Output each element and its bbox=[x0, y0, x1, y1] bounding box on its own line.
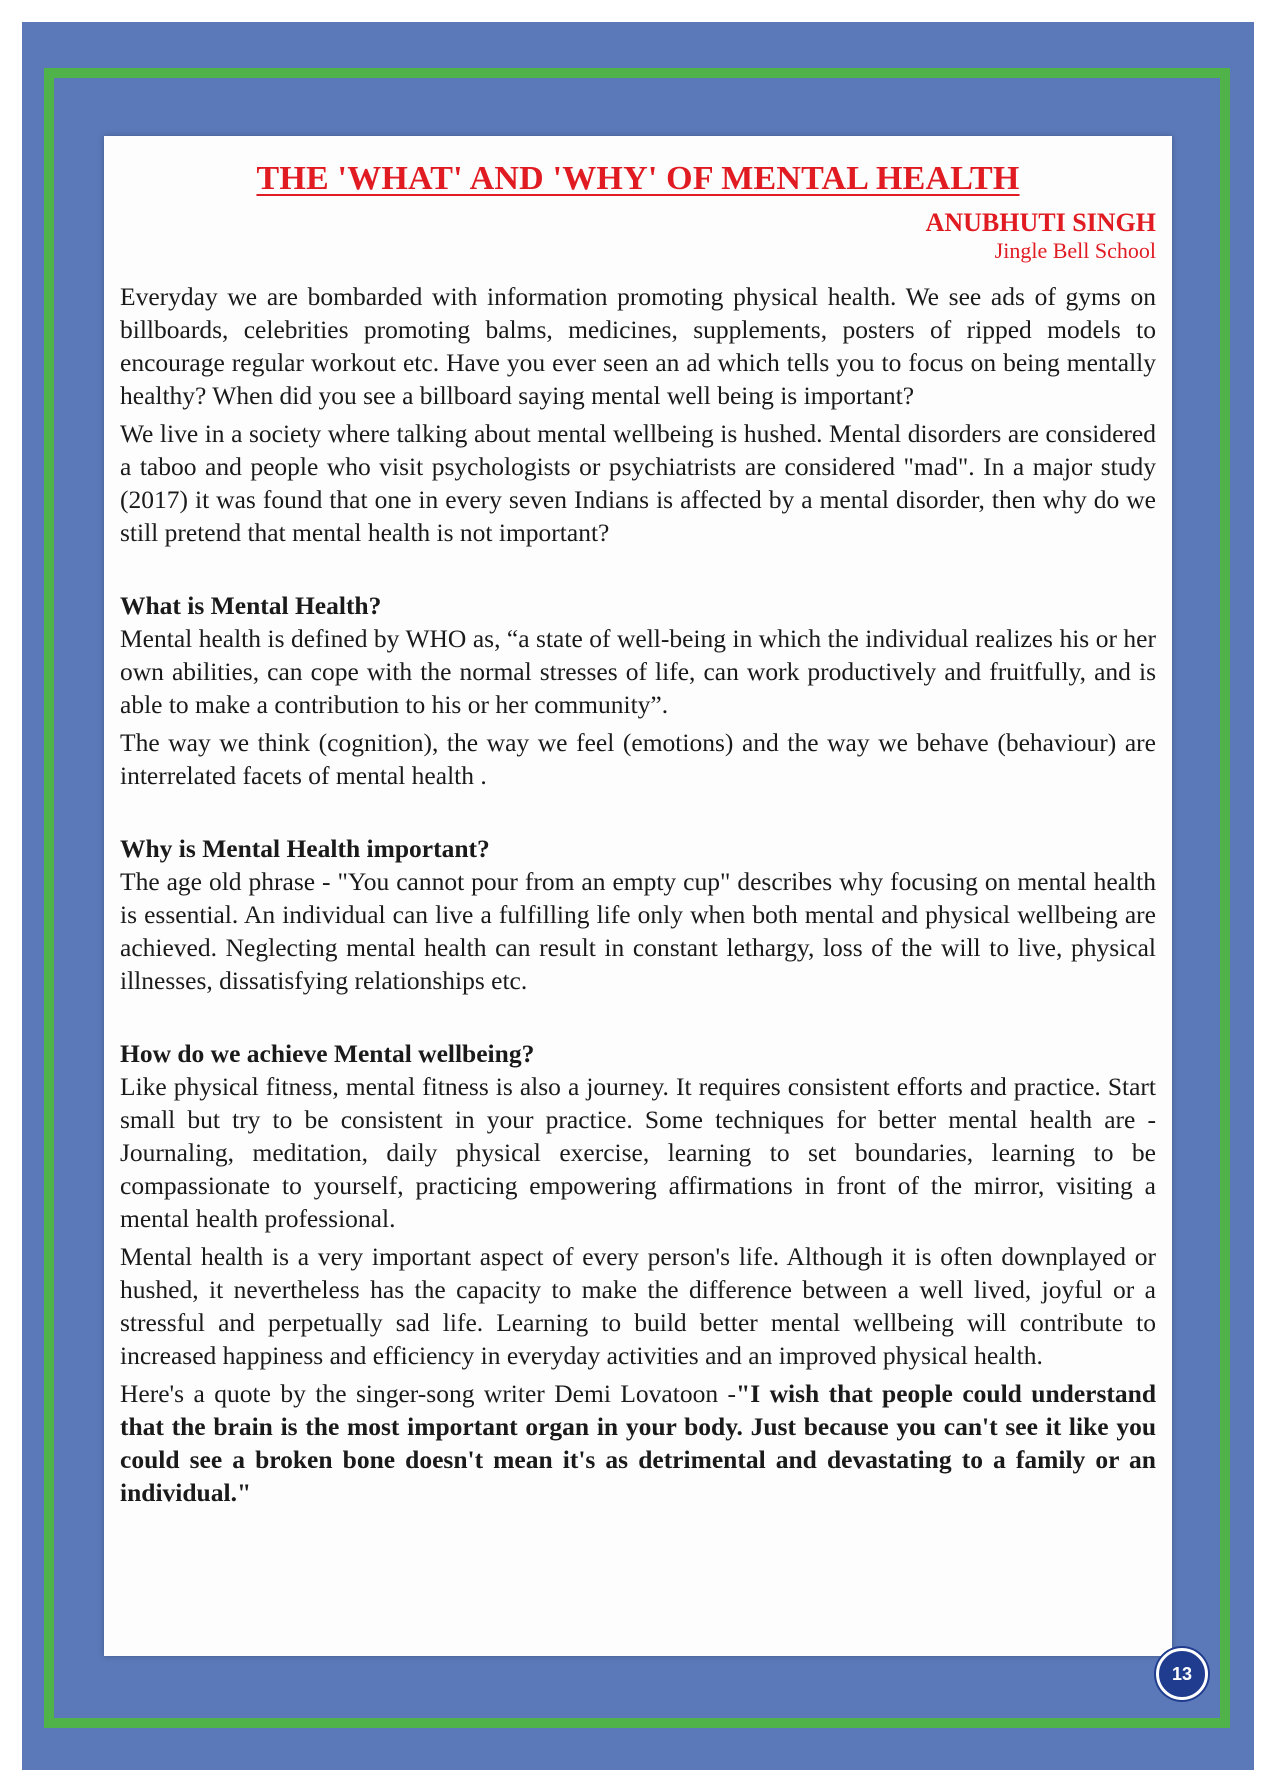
section-why-paragraph-1: The age old phrase - "You cannot pour from an empty cup" describes why focusing on mental health is essential. An individual can live a fulfilling life only when both mental and physical wellbeing are achieved. Neglecting mental health can result in constant lethargy, loss of the will to live, physical illnesses, dissatisfying relationships etc. bbox=[120, 867, 1156, 995]
section-how-paragraph-1: Like physical fitness, mental fitness is also a journey. It requires consistent efforts and practice. Start small but try to be consistent in your practice. Some techniques for better mental health are - Journaling, meditation, daily physical exercise, learning to set boundaries, learning to be compassionate to yourself, practicing empowering affirmations in front of the mirror, visiting a mental health professional. bbox=[120, 1072, 1156, 1233]
intro-paragraph-2: We live in a society where talking about mental wellbeing is hushed. Mental disorders are considered a taboo and people who visit psychologists or psychiatrists are considered "mad". In a major study (2017) it was found that one in every seven Indians is affected by a mental disorder, then why do we still pretend that mental health is not important? bbox=[120, 419, 1156, 547]
section-heading-how: How do we achieve Mental wellbeing? bbox=[120, 1039, 535, 1068]
article-page bbox=[104, 136, 1172, 1656]
quote-paragraph bbox=[120, 1377, 1156, 1509]
section-how-paragraph-2: Mental health is a very important aspect of every person's life. Although it is often downplayed or hushed, it nevertheless has the capacity to make the difference between a well lived, joyful or a stressful and perpetually sad life. Learning to build better mental wellbeing will contribute to increased happiness and efficiency in everyday activities and an improved physical health. bbox=[120, 1242, 1156, 1370]
article-title: THE 'WHAT' AND 'WHY' OF MENTAL HEALTH bbox=[256, 160, 1020, 197]
article-content bbox=[120, 136, 1156, 1509]
author-school: Jingle Bell School bbox=[994, 238, 1156, 263]
page-number-badge: 13 bbox=[1156, 1648, 1208, 1700]
quote-text: "I wish that people could understand that the brain is the most important organ in your body. Just because you can't see it like you could see a broken bone doesn't mean it's as detrimental and devastating to a family or an individual." bbox=[120, 1379, 1156, 1507]
section-what-paragraph-1: Mental health is defined by WHO as, “a state of well-being in which the individual realizes his or her own abilities, can cope with the normal stresses of life, can work productively and fruitfully, and is able to make a contribution to his or her community”. bbox=[120, 624, 1156, 719]
section-what-paragraph-2: The way we think (cognition), the way we feel (emotions) and the way we behave (behaviour) are interrelated facets of mental health . bbox=[120, 728, 1156, 790]
quote-intro: Here's a quote by the singer-song writer Demi Lovatoon - bbox=[120, 1379, 737, 1408]
section-heading-what: What is Mental Health? bbox=[120, 591, 382, 620]
intro-paragraph-1: Everyday we are bombarded with information promoting physical health. We see ads of gyms on billboards, celebrities promoting balms, medicines, supplements, posters of ripped models to encourage regular workout etc. Have you ever seen an ad which tells you to focus on being mentally healthy? When did you see a billboard saying mental well being is important? bbox=[120, 282, 1156, 410]
section-heading-why: Why is Mental Health important? bbox=[120, 834, 490, 863]
author-name: ANUBHUTI SINGH bbox=[925, 208, 1156, 237]
